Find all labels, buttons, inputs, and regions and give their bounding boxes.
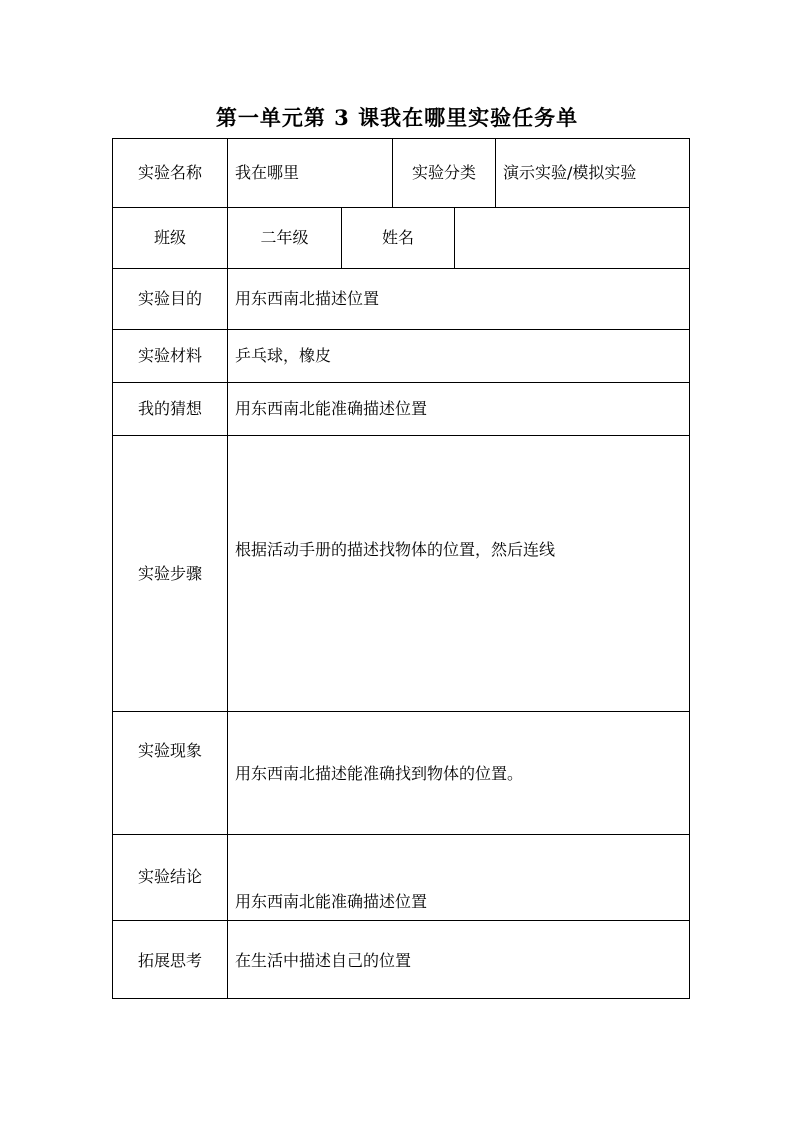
student-name-label: 姓名 [381,228,414,247]
row-divider [113,268,689,269]
conclusion-value: 用东西南北能准确描述位置 [235,892,428,911]
experiment-name-value: 我在哪里 [235,163,300,182]
materials-label: 实验材料 [137,346,202,365]
hypothesis-label: 我的猜想 [137,399,202,418]
experiment-category-value: 演示实验/模拟实验 [503,163,637,182]
purpose-value: 用东西南北描述位置 [235,289,380,308]
conclusion-label: 实验结论 [137,867,202,886]
steps-label: 实验步骤 [137,564,202,583]
hypothesis-value: 用东西南北能准确描述位置 [235,399,428,418]
task-sheet-table [112,138,690,999]
materials-value: 乒乓球，橡皮 [235,346,332,365]
phenomenon-label: 实验现象 [137,741,202,760]
row-divider [113,207,689,208]
row-divider [113,329,689,330]
row-divider [113,435,689,436]
column-divider [227,139,228,998]
experiment-name-label: 实验名称 [137,163,202,182]
row-divider [113,711,689,712]
purpose-label: 实验目的 [137,289,202,308]
steps-value: 根据活动手册的描述找物体的位置，然后连线 [235,540,556,559]
extension-label: 拓展思考 [137,951,202,970]
column-divider [495,139,496,207]
phenomenon-value: 用东西南北描述能准确找到物体的位置。 [235,764,524,783]
row-divider [113,382,689,383]
class-label: 班级 [153,228,186,247]
column-divider [454,207,455,268]
row-divider [113,834,689,835]
page-title: 第一单元第 3 课我在哪里实验任务单 [215,105,579,130]
experiment-category-label: 实验分类 [411,163,476,182]
extension-value: 在生活中描述自己的位置 [235,951,412,970]
row-divider [113,920,689,921]
class-value: 二年级 [260,228,309,247]
